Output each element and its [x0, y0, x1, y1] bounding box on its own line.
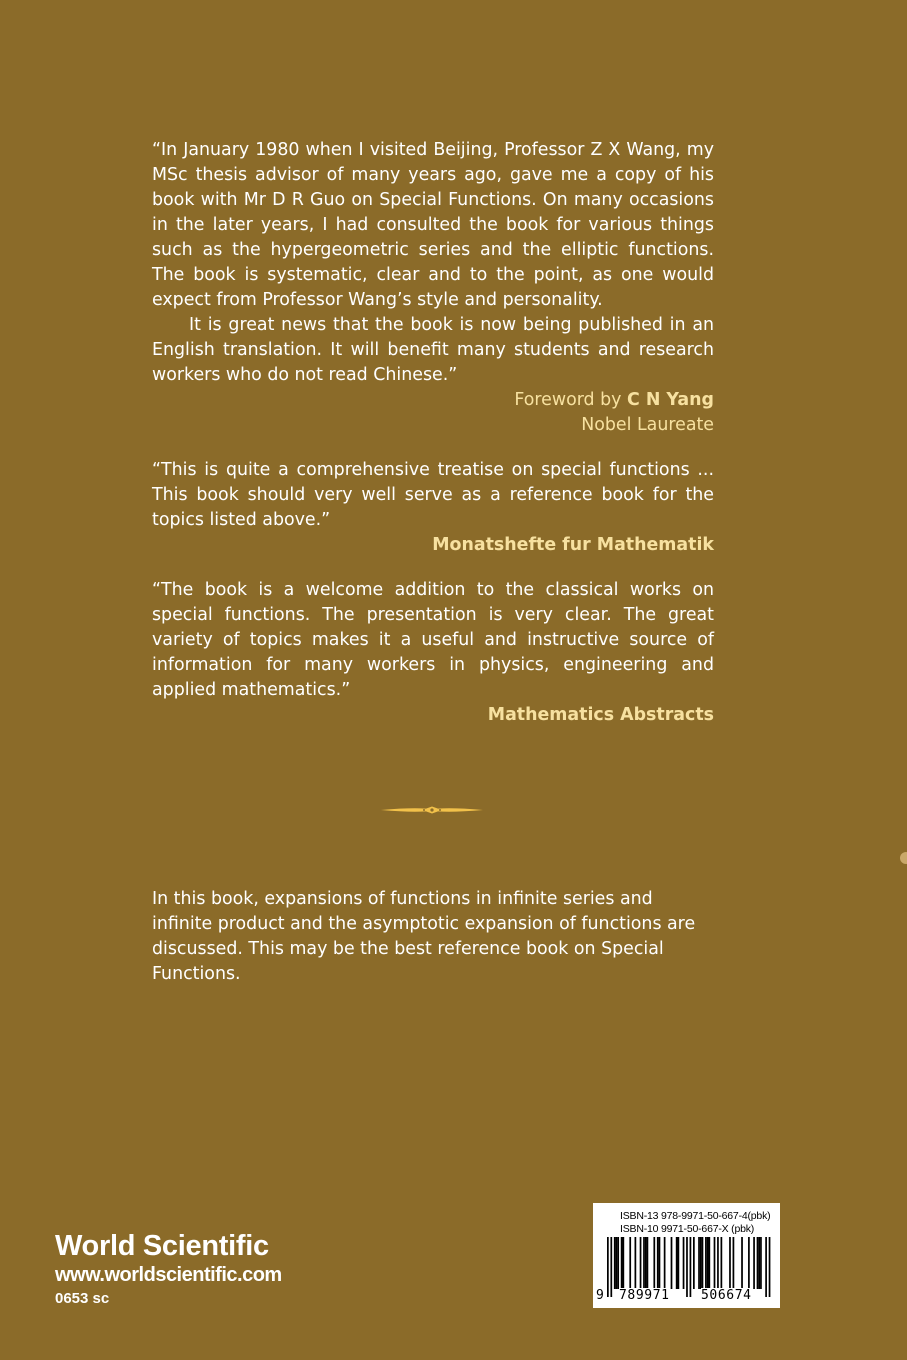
barcode-bar [617, 1237, 619, 1289]
edge-mark [900, 852, 907, 864]
barcode-bar [769, 1237, 771, 1297]
barcode-bar [647, 1237, 649, 1289]
barcode-bar [760, 1237, 762, 1289]
barcode-bar [622, 1237, 624, 1289]
barcode-bar [714, 1237, 716, 1289]
barcode-bar [708, 1237, 710, 1289]
barcode-bar [671, 1237, 673, 1289]
barcode-digits-right: 506674 [701, 1288, 752, 1303]
barcode-digit-first: 9 [596, 1288, 604, 1303]
publisher-name: World Scientific [55, 1230, 269, 1262]
barcode-bar [664, 1237, 666, 1289]
spacer [152, 558, 714, 578]
publisher-block [55, 1229, 282, 1310]
barcode-bar [753, 1237, 755, 1289]
barcode-bar [690, 1237, 692, 1297]
barcode-digits-left: 789971 [619, 1288, 670, 1303]
barcode-bar [678, 1237, 680, 1289]
quote-yang-title: Nobel Laureate [581, 415, 714, 435]
barcode-bar [698, 1237, 700, 1289]
barcode-bar [607, 1237, 609, 1297]
quote-abstracts-source: Mathematics Abstracts [487, 705, 714, 725]
barcode-bar [683, 1237, 685, 1289]
product-code: 0653 sc [55, 1290, 110, 1307]
barcode-bar [693, 1237, 695, 1289]
barcode-bar [616, 1237, 618, 1289]
barcode-bar [686, 1237, 688, 1297]
barcode-bar [757, 1237, 759, 1289]
barcode-bar [729, 1237, 731, 1289]
publisher-url: www.worldscientific.com [55, 1264, 282, 1286]
barcode-bar [707, 1237, 709, 1289]
barcode-bar [657, 1237, 659, 1289]
barcode-bar [717, 1237, 719, 1289]
barcode-bar [643, 1237, 645, 1289]
barcode-bar [702, 1237, 704, 1289]
reviews-section [152, 138, 714, 728]
isbn-10-label: ISBN-10 9971-50-667-X (pbk) [620, 1223, 755, 1235]
attribution-name: C N Yang [627, 390, 714, 410]
spacer [152, 438, 714, 458]
barcode-bar [621, 1237, 623, 1289]
barcode-bar [676, 1237, 678, 1289]
quote-abstracts-text: “The book is a welcome addition to the classical works on special functions. The presentation is very clear. The great variety of topics makes it a useful and instructive source of information for many workers in physics, engineering and applied mathematics.” [152, 580, 714, 700]
barcode-bar [748, 1237, 750, 1289]
attribution-prefix: Foreword by [514, 390, 622, 410]
barcode-bar [758, 1237, 760, 1289]
quote-yang-paragraph-2: It is great news that the book is now being published in an English translation. It will benefit many students and research workers who do not read Chinese.” [152, 315, 714, 385]
quote-yang-attribution [152, 388, 714, 413]
barcode-bar [629, 1237, 631, 1289]
barcode-bar [765, 1237, 767, 1297]
barcode-bar [705, 1237, 707, 1289]
quote-monatshefte-source: Monatshefte fur Mathematik [432, 535, 714, 555]
barcode-bar [610, 1237, 612, 1297]
barcode-bar [659, 1237, 661, 1289]
barcode-bar [614, 1237, 616, 1289]
barcode-bar [700, 1237, 702, 1289]
barcode-bar [653, 1237, 655, 1289]
barcode-box [593, 1203, 780, 1308]
barcode-bar [741, 1237, 743, 1289]
barcode-bar [645, 1237, 647, 1289]
barcode-bar [635, 1237, 637, 1289]
barcode-bar [721, 1237, 723, 1289]
barcode-bar [733, 1237, 735, 1289]
barcode-bar [640, 1237, 642, 1289]
book-summary: In this book, expansions of functions in infinite series and infinite product and the asymptotic expansion of functions are discussed. This may be the best reference book on Special Functions. [152, 889, 696, 984]
quote-monatshefte-text: “This is quite a comprehensive treatise on special functions ... This book should very well serve as a reference book for the topics listed above.” [152, 460, 714, 530]
ornament-divider-icon [380, 800, 484, 820]
quote-yang-paragraph-1: “In January 1980 when I visited Beijing, Professor Z X Wang, my MSc thesis advisor of many years ago, gave me a copy of his book with Mr D R Guo on Special Functions. On many occasions in the later years, I had consulted the book for various things such as the hypergeometric series and the elliptic functions. The book is systematic, clear and to the point, as one would expect from Professor Wang’s style and personality. [152, 140, 714, 310]
isbn-13-label: ISBN-13 978-9971-50-667-4(pbk) [620, 1210, 771, 1222]
